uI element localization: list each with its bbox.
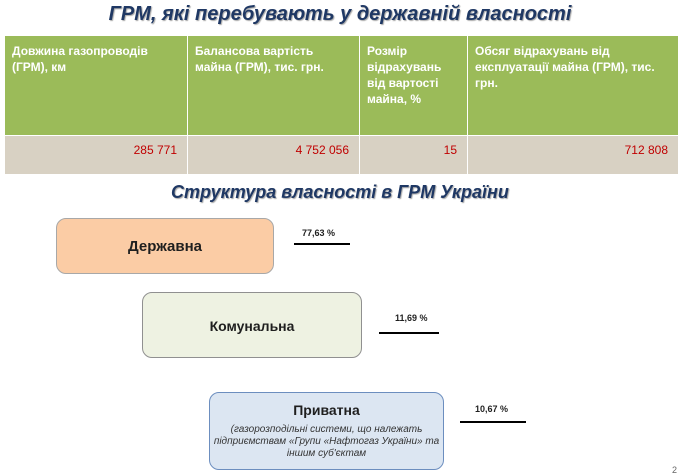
- communal-ownership-label: Комунальна: [209, 318, 295, 334]
- communal-ownership-percent: 11,69 %: [395, 313, 428, 323]
- private-ownership-note: (газорозподільні системи, що належать підприємствам «Групи «Нафтогаз України» та іншим суб'єктам: [213, 424, 440, 459]
- private-ownership-label: Приватна: [293, 402, 360, 418]
- table-header-row: [5, 36, 679, 136]
- header-deduction-amount: Обсяг відрахувань від експлуатації майна (ГРМ), тис. грн.: [468, 36, 679, 136]
- page-number: 2: [672, 465, 678, 475]
- private-percent-underline: [460, 421, 526, 423]
- private-ownership-box: [209, 392, 444, 470]
- header-deduction-rate: Розмір відрахувань від вартості майна, %: [360, 36, 468, 136]
- private-ownership-percent: 10,67 %: [475, 404, 509, 414]
- header-pipeline-length: Довжина газопроводів (ГРМ), км: [5, 36, 188, 136]
- state-ownership-percent: 77,63 %: [302, 228, 336, 238]
- value-deduction-amount: 712 808: [468, 136, 679, 175]
- state-ownership-box: [56, 218, 274, 274]
- table-row: [5, 136, 679, 175]
- communal-ownership-box: [142, 292, 362, 358]
- structure-title: Структура власності в ГРМ України: [171, 182, 509, 202]
- value-book-value: 4 752 056: [188, 136, 360, 175]
- state-percent-underline: [294, 243, 350, 245]
- header-book-value: Балансова вартість майна (ГРМ), тис. грн.: [188, 36, 360, 136]
- page-title: ГРМ, які перебувають у державній власності: [108, 3, 572, 25]
- value-deduction-rate: 15: [360, 136, 468, 175]
- communal-percent-underline: [379, 332, 439, 334]
- state-ownership-label: Державна: [128, 238, 202, 255]
- value-pipeline-length: 285 771: [5, 136, 188, 175]
- grm-table: [4, 35, 679, 175]
